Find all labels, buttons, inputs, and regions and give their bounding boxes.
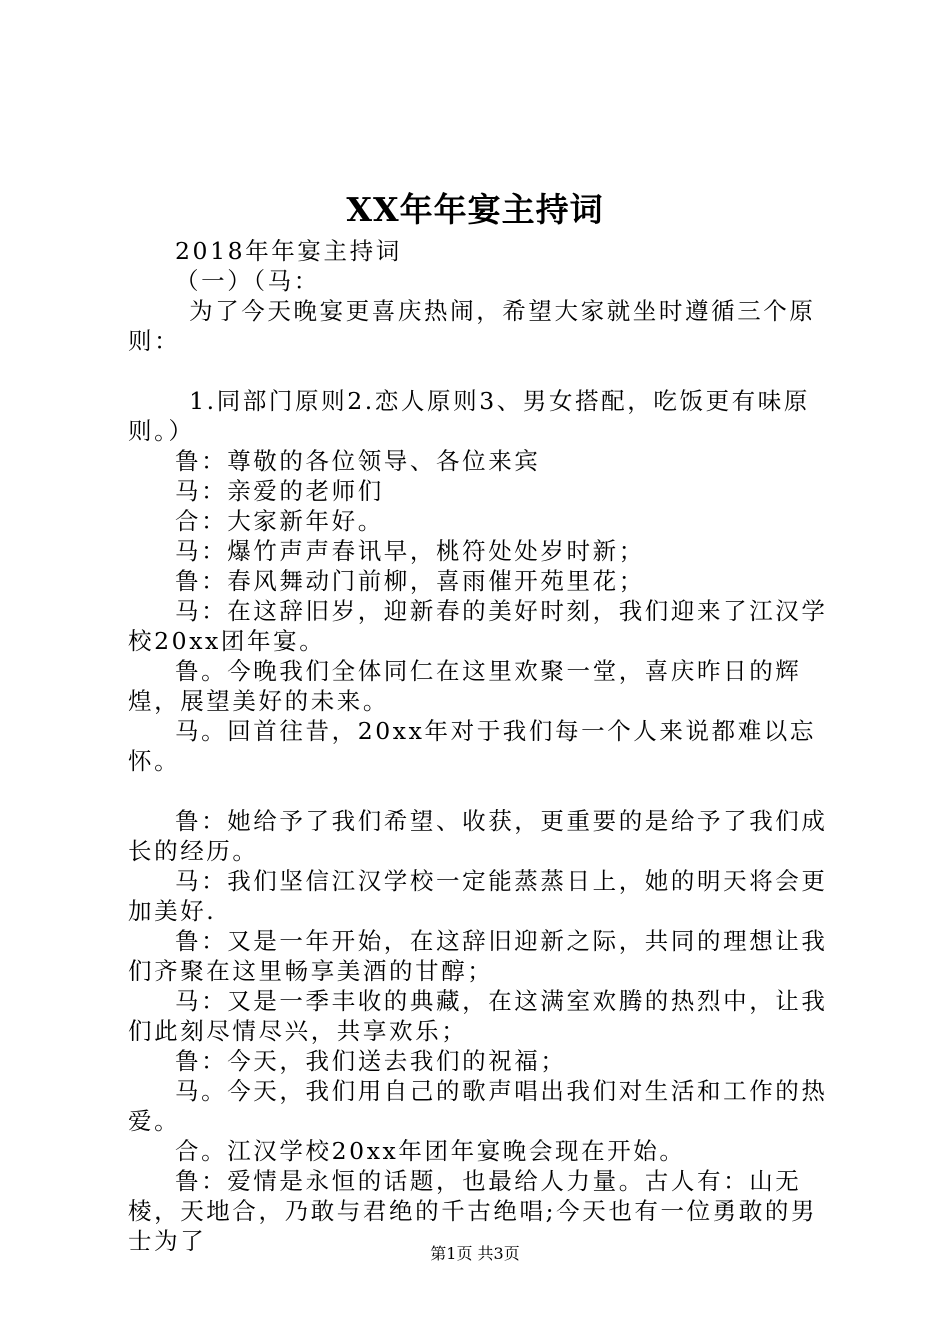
- paragraph: 马：我们坚信江汉学校一定能蒸蒸日上，她的明天将会更加美好.: [128, 867, 828, 925]
- document-title: XX年年宴主持词: [346, 190, 604, 229]
- paragraph: 马：爆竹声声春讯早，桃符处处岁时新；: [175, 537, 645, 565]
- paragraph: 鲁：爱情是永恒的话题，也最给人力量。古人有：山无棱，天地合，乃敢与君绝的千古绝唱;今天也有一位勇敢的男士为了: [128, 1167, 818, 1255]
- paragraph: 鲁：她给予了我们希望、收获，更重要的是给予了我们成长的经历。: [128, 807, 828, 865]
- paragraph: 合。江汉学校20xx年团年宴晚会现在开始。: [175, 1137, 686, 1165]
- paragraph: 2018年年宴主持词: [175, 237, 402, 265]
- paragraph: 马。今天，我们用自己的歌声唱出我们对生活和工作的热爱。: [128, 1077, 828, 1135]
- paragraph: 马：又是一季丰收的典藏，在这满室欢腾的热烈中，让我们此刻尽情尽兴，共享欢乐；: [128, 987, 828, 1045]
- paragraph: 马：亲爱的老师们: [175, 477, 384, 505]
- page-number-footer: 第1页 共3页: [430, 1244, 520, 1263]
- paragraph: 马。回首往昔，20xx年对于我们每一个人来说都难以忘怀。: [128, 717, 817, 775]
- paragraph: （一）（马：: [175, 267, 320, 295]
- paragraph: 鲁：尊敬的各位领导、各位来宾: [175, 447, 541, 475]
- paragraph: 为了今天晚宴更喜庆热闹，希望大家就坐时遵循三个原则：: [128, 297, 816, 355]
- paragraph: 马：在这辞旧岁，迎新春的美好时刻，我们迎来了江汉学校20xx团年宴。: [128, 597, 828, 655]
- paragraph: 鲁：今天，我们送去我们的祝福；: [175, 1047, 567, 1075]
- paragraph: 合：大家新年好。: [175, 507, 384, 535]
- paragraph: 鲁。今晚我们全体同仁在这里欢聚一堂，喜庆昨日的辉煌，展望美好的未来。: [128, 657, 802, 715]
- document-body: [128, 236, 840, 1256]
- paragraph: 1.同部门原则2.恋人原则3、男女搭配，吃饭更有味原则。）: [128, 387, 810, 445]
- paragraph: 鲁：春风舞动门前柳，喜雨催开苑里花；: [175, 567, 645, 595]
- paragraph: 鲁：又是一年开始，在这辞旧迎新之际，共同的理想让我们齐聚在这里畅享美酒的甘醇；: [128, 927, 828, 985]
